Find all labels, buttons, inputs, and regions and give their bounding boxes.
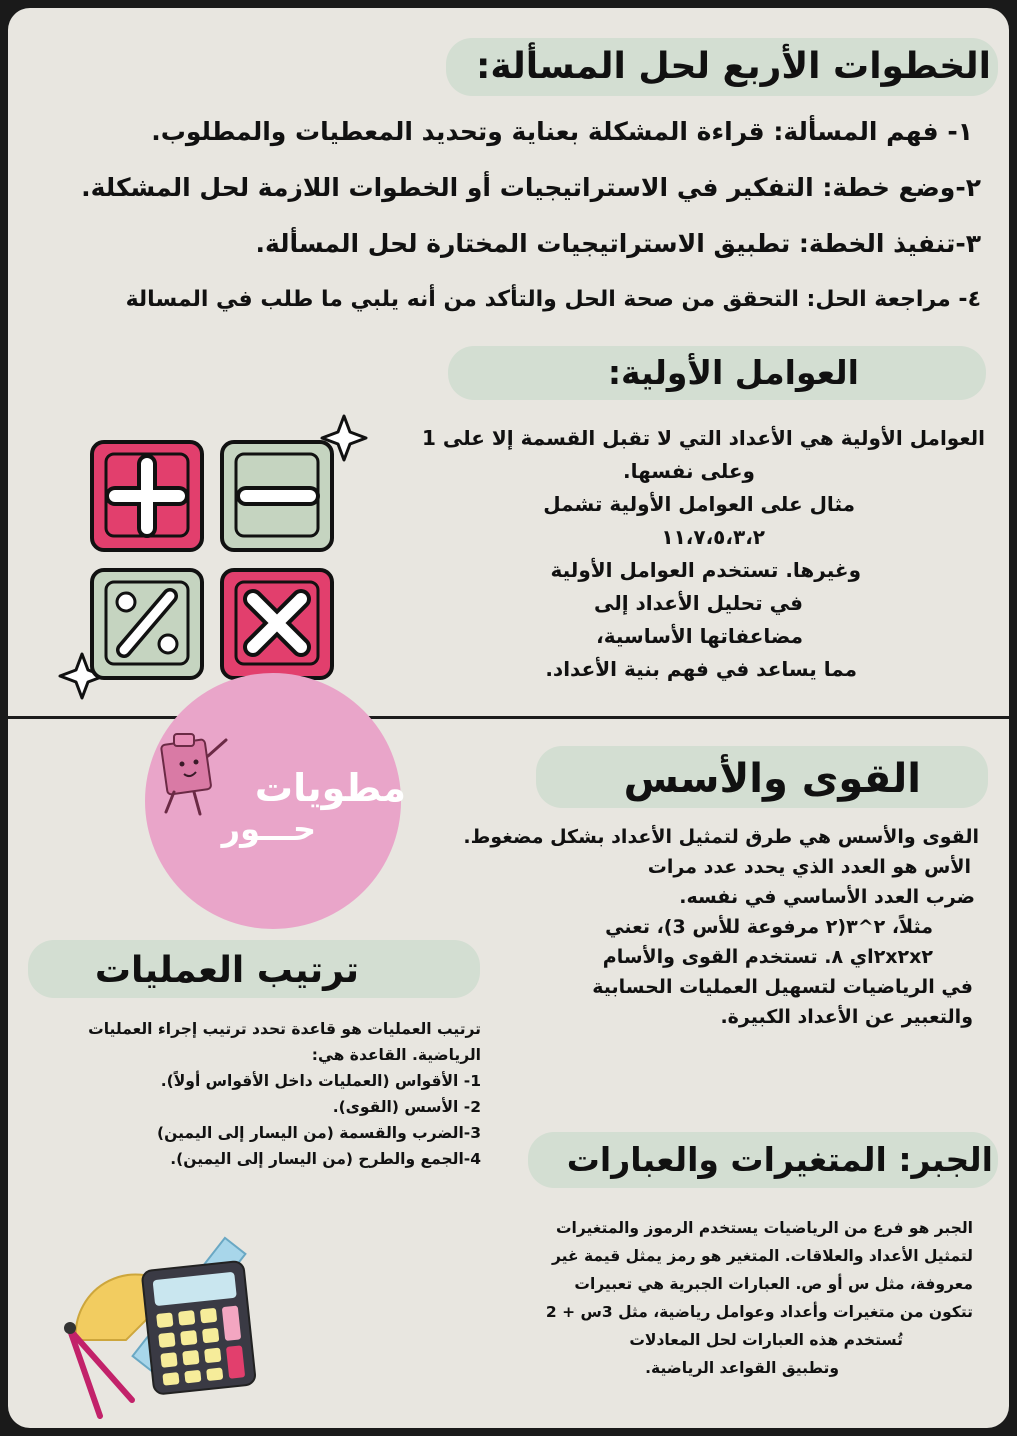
step-item-4: ٤- مراجعة الحل: التحقق من صحة الحل والتأكد من أنه يلبي ما طلب في المسالة: [125, 287, 981, 312]
percent-icon: [92, 570, 202, 678]
step-item-1: ١- فهم المسألة: قراءة المشكلة بعناية وتحديد المعطيات والمطلوب.: [151, 117, 973, 146]
primes-line-5: وغيرها. تستخدم العوامل الأولية: [550, 558, 861, 582]
infographic-page: [8, 8, 1009, 1428]
math-tools-graphic: [56, 1230, 266, 1420]
order-line-1: ترتيب العمليات هو قاعدة تحدد ترتيب إجراء العمليات: [88, 1020, 481, 1038]
powers-line-6: في الرياضيات لتسهيل العمليات الحسابية: [592, 976, 973, 998]
powers-line-4: مثلاً، ٢^٣(٢ مرفوعة للأس 3)، تعني: [605, 916, 933, 938]
primes-line-3: مثال على العوامل الأولية تشمل: [543, 492, 855, 516]
primes-line-7: مضاعفاتها الأساسية،: [596, 624, 803, 648]
step-item-3: ٣-تنفيذ الخطة: تطبيق الاستراتيجيات المختارة لحل المسألة.: [255, 229, 981, 258]
order-line-2: الرياضية. القاعدة هي:: [311, 1046, 481, 1064]
powers-line-3: ضرب العدد الأساسي في نفسه.: [679, 886, 975, 908]
powers-line-1: القوى والأسس هي طرق لتمثيل الأعداد بشكل مضغوط.: [463, 826, 979, 848]
order-line-5: 3-الضرب والقسمة (من اليسار إلى اليمين): [157, 1124, 481, 1142]
algebra-line-3: معروفة، مثل س أو ص. العبارات الجبرية هي تعبيرات: [574, 1275, 973, 1293]
algebra-line-1: الجبر هو فرع من الرياضيات يستخدم الرموز والمتغيرات: [555, 1219, 973, 1237]
minus-icon: [222, 442, 332, 550]
powers-text: [419, 822, 979, 1032]
primes-text: [385, 422, 985, 686]
steps-title: الخطوات الأربع لحل المسألة:: [475, 46, 991, 87]
logo-text-main: مطويات: [254, 766, 406, 810]
algebra-title: الجبر: المتغيرات والعبارات: [566, 1140, 993, 1179]
order-text: [11, 1016, 481, 1172]
multiply-icon: [222, 570, 332, 678]
powers-line-7: والتعبير عن الأعداد الكبيرة.: [720, 1006, 973, 1028]
primes-line-2: وعلى نفسها.: [622, 459, 755, 483]
algebra-line-6: وتطبيق القواعد الرياضية.: [645, 1359, 839, 1377]
plus-icon: [92, 442, 202, 550]
powers-line-5: ٢x٢x٢اي ٨. تستخدم القوى والأسام: [602, 946, 933, 968]
steps-list: [21, 104, 981, 328]
order-line-6: 4-الجمع والطرح (من اليسار إلى اليمين).: [170, 1150, 481, 1168]
powers-line-2: الأس هو العدد الذي يحدد عدد مرات: [647, 856, 971, 878]
primes-line-1: العوامل الأولية هي الأعداد التي لا تقبل القسمة إلا على 1: [421, 426, 985, 450]
primes-line-8: مما يساعد في فهم بنية الأعداد.: [545, 657, 857, 681]
order-line-3: 1- الأقواس (العمليات داخل الأقواس أولاً).: [160, 1072, 481, 1090]
primes-line-4: ١١،٧،٥،٣،٢: [661, 525, 765, 549]
step-item-2: ٢-وضع خطة: التفكير في الاستراتيجيات أو الخطوات اللازمة لحل المشكلة.: [81, 173, 981, 202]
order-line-4: 2- الأسس (القوى).: [332, 1098, 481, 1116]
primes-line-6: في تحليل الأعداد إلى: [593, 591, 803, 615]
algebra-line-5: تُستخدم هذه العبارات لحل المعادلات: [629, 1331, 903, 1349]
powers-title: القوى والأسس: [623, 756, 921, 802]
calculator-icon: [142, 1261, 256, 1395]
order-title: ترتيب العمليات: [94, 950, 359, 991]
logo-text-sub: حـــور: [221, 810, 316, 848]
algebra-line-4: تتكون من متغيرات وأعداد وعوامل رياضية، مثل 3س + 2: [545, 1303, 973, 1321]
math-operators-graphic: [56, 404, 376, 704]
algebra-line-2: لتمثيل الأعداد والعلاقات. المتغير هو رمز يمثل قيمة غير: [552, 1247, 973, 1265]
primes-title: العوامل الأولية:: [607, 353, 859, 392]
algebra-text: [473, 1214, 973, 1382]
